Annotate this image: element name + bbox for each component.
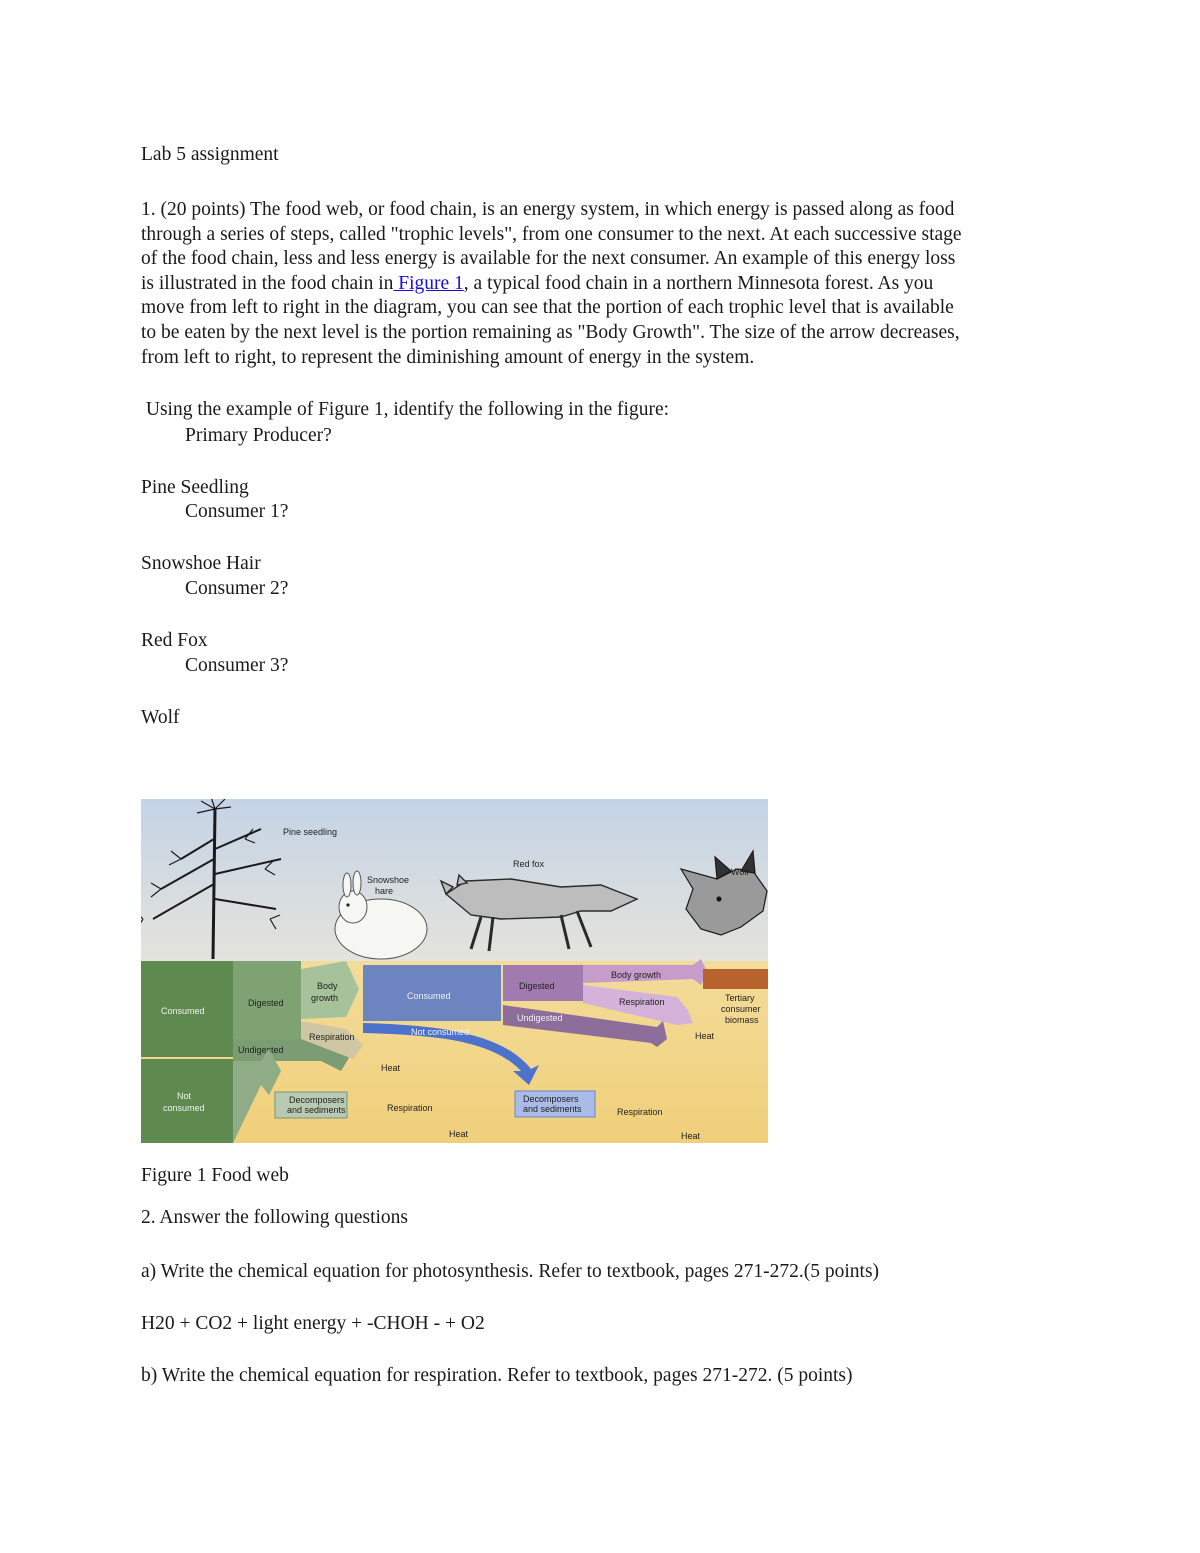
answer-consumer-3: Wolf [141,707,180,728]
question-consumer-2: Consumer 2? [185,578,289,599]
body-growth-label-2: growth [311,993,339,1003]
undigested-label-2: Undigested [517,1013,563,1023]
sky-background [141,799,768,969]
heat-label-4: Heat [695,1031,715,1041]
question-2-title: 2. Answer the following questions [141,1207,409,1228]
tertiary-label-1: Tertiary [725,993,755,1003]
respiration-label-3: Respiration [617,1107,663,1117]
q1-line: 1. (20 points) The food web, or food chain, is an energy system, in which energy is passed along as food [141,199,955,220]
not-consumed-block [141,1059,233,1143]
q1-line-with-link [141,272,1061,297]
decomposers-label-1: Decomposers [289,1095,345,1105]
respiration-label: Respiration [309,1032,355,1042]
respiration-label-2: Respiration [387,1103,433,1113]
wolf-label: Wolf [731,867,749,877]
q1-line: move from left to right in the diagram, you can see that the portion of each trophic level that is available [141,297,954,319]
body-growth-line-label: Body growth [611,970,662,980]
food-web-figure [141,799,768,1143]
q1-line: of the food chain, less and less energy is available for the next consumer. An example of this energy loss [141,248,956,270]
question-1-paragraph [141,198,1061,370]
q1-line-text: , a typical food chain in a northern Minnesota forest. As you [463,272,934,294]
figure-1-link[interactable]: Figure 1 [393,272,464,294]
decomposers-2-label-1: Decomposers [523,1094,579,1104]
pine-seedling-label: Pine seedling [283,827,338,837]
question-primary-producer: Primary Producer? [185,425,332,446]
decomposers-2-label-2: and sediments [523,1104,582,1114]
question-2b: b) Write the chemical equation for respiration. Refer to textbook, pages 271-272. (5 points) [141,1365,853,1386]
figure-caption: Figure 1 Food web [141,1165,289,1186]
not-consumed-label-1: Not [177,1091,192,1101]
page-title: Lab 5 assignment [141,144,279,165]
not-consumed-label-2: consumed [163,1103,205,1113]
q1-line: to be eaten by the next level is the portion remaining as "Body Growth". The size of the arrow decreases, [141,321,960,343]
question-consumer-3: Consumer 3? [185,655,289,676]
identify-prompt: Using the example of Figure 1, identify the following in the figure: [141,399,670,420]
heat-label: Heat [381,1063,401,1073]
respiration-label-4: Respiration [619,997,665,1007]
answer-consumer-2: Red Fox [141,630,208,651]
digested-label: Digested [248,998,284,1008]
q1-line-text: is illustrated in the food chain in [141,272,394,294]
answer-primary-producer: Pine Seedling [141,477,249,498]
undigested-label: Undigested [238,1045,284,1055]
digested-label-2: Digested [519,981,555,991]
body-growth-label-1: Body [317,981,338,991]
red-fox-label: Red fox [513,859,545,869]
tertiary-label-2: consumer [721,1004,761,1014]
consumed-label-2: Consumed [407,991,451,1001]
photosynthesis-equation: H20 + CO2 + light energy + -CHOH - + O2 [141,1313,485,1334]
question-consumer-1: Consumer 1? [185,501,289,522]
hare-label-line-1: Snowshoe [367,875,410,885]
decomposers-label-2: and sediments [287,1105,346,1115]
q1-line: from left to right, to represent the diminishing amount of energy in the system. [141,346,755,368]
consumed-label: Consumed [161,1006,205,1016]
tertiary-biomass-block [703,969,768,989]
answer-consumer-1: Snowshoe Hair [141,553,261,574]
not-consumed-arrow-label: Not consumed [411,1027,470,1037]
q1-line: through a series of steps, called "trophic levels", from one consumer to the next. At each successive stage [141,223,962,245]
question-2a: a) Write the chemical equation for photosynthesis. Refer to textbook, pages 271-272.(5 points) [141,1261,880,1282]
hare-label-line-2: hare [375,886,394,896]
heat-label-2: Heat [449,1129,469,1139]
heat-label-3: Heat [681,1131,701,1141]
tertiary-label-3: biomass [725,1015,759,1025]
